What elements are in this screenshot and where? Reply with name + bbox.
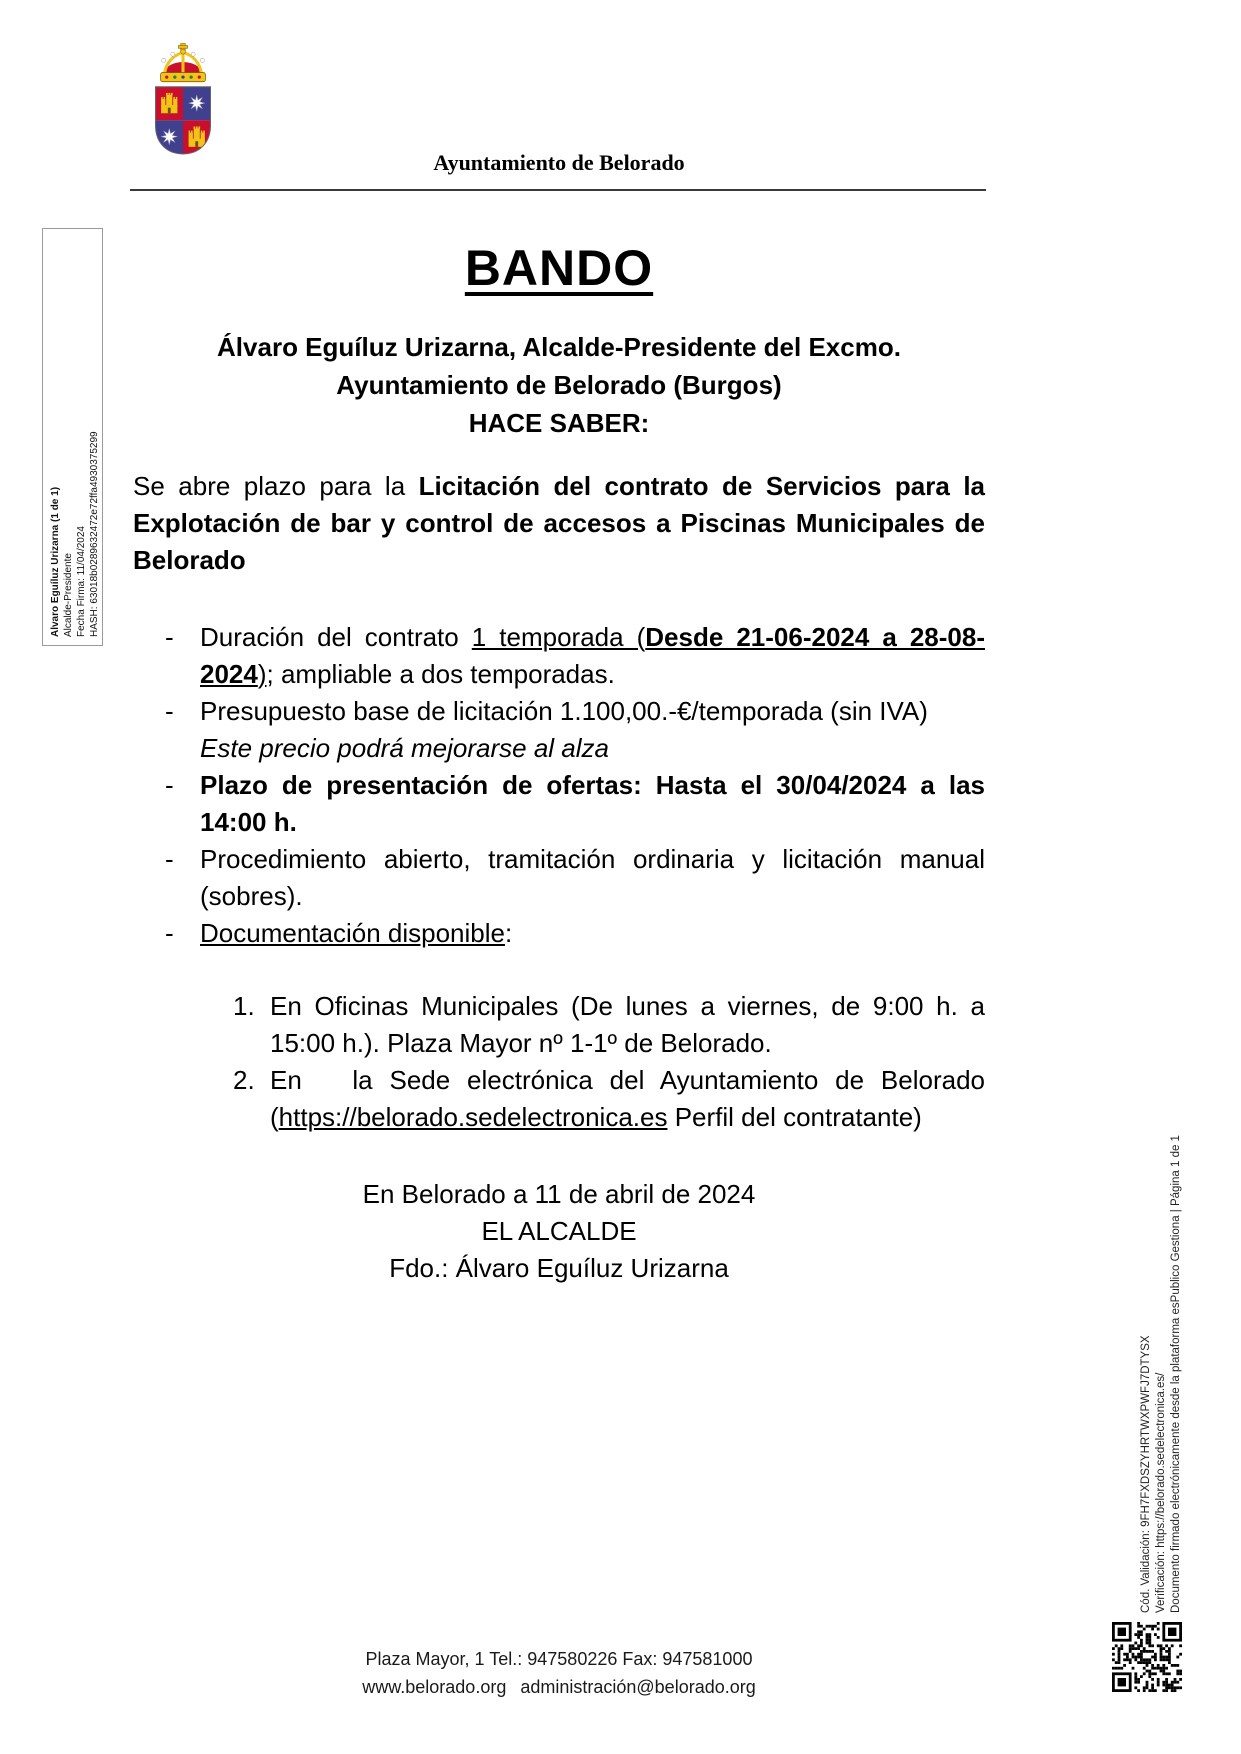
signature-hash: HASH: 63018b0289632472e72ffa4930375299 (89, 431, 100, 637)
signer-role: Alcalde-Presidente (63, 553, 74, 637)
numbered-item-sede-electronica: 2. En la Sede electrónica del Ayuntamiento de Belorado (https://belorado.sedelectronica.es Perfil del contratante) (233, 1065, 985, 1132)
list-item-duracion: - Duración del contrato 1 temporada (Desde 21-06-2024 a 28-08-2024); ampliable a dos temporadas. (165, 622, 985, 689)
list-item-presupuesto: - Presupuesto base de licitación 1.100,00.-€/temporada (sin IVA) Este precio podrá mejorarse al alza (133, 693, 985, 767)
signature-stamp-box (42, 228, 103, 646)
validation-margin-text (1139, 945, 1186, 1613)
signature-date: Fecha Firma: 11/04/2024 (76, 526, 87, 637)
subtitle-line: Ayuntamiento de Belorado (Burgos) (336, 370, 782, 400)
closing-signed: Fdo.: Álvaro Eguíluz Urizarna (389, 1253, 729, 1283)
footer-website: www.belorado.org (362, 1677, 507, 1697)
document-subtitle (133, 328, 985, 442)
verification-url: Verificación: https://belorado.sedelectronica.es/ (1155, 1372, 1167, 1613)
intro-paragraph: Se abre plazo para la Licitación del contrato de Servicios para la Explotación de bar y control de accesos a Piscinas Municipales de Belorado (133, 471, 986, 575)
qr-code-icon (1112, 1622, 1182, 1692)
list-item-documentacion: - Documentación disponible: (165, 918, 513, 948)
closing-role: EL ALCALDE (481, 1216, 637, 1246)
subtitle-line: HACE SABER: (468, 408, 650, 438)
page-header-municipality: Ayuntamiento de Belorado (433, 150, 685, 175)
document-title: BANDO (464, 240, 654, 296)
header-divider (130, 189, 986, 191)
list-item-plazo: - Plazo de presentación de ofertas: Hasta el 30/04/2024 a las 14:00 h. (165, 770, 985, 837)
signer-name: Alvaro Eguíluz Urizarna (1 de 1) (50, 486, 61, 637)
platform-note: Documento firmado electrónicamente desde la plataforma esPublico Gestiona | Página 1 de 1 (1170, 1135, 1182, 1613)
list-item-procedimiento: - Procedimiento abierto, tramitación ordinaria y licitación manual (sobres). (165, 844, 985, 911)
document-body (133, 230, 985, 1287)
municipal-coat-of-arms-icon (152, 42, 214, 156)
documentation-locations-list (133, 988, 985, 1136)
price-note: Este precio podrá mejorarse al alza (200, 733, 609, 763)
closing-block (133, 1176, 985, 1287)
subtitle-line: Álvaro Eguíluz Urizarna, Alcalde-Presidente del Excmo. (217, 332, 901, 362)
numbered-item-oficinas: 1. En Oficinas Municipales (De lunes a viernes, de 9:00 h. a 15:00 h.). Plaza Mayor nº 1-1º de Belorado. (233, 991, 985, 1058)
sede-electronica-link[interactable]: https://belorado.sedelectronica.es (278, 1102, 668, 1132)
conditions-list (133, 619, 985, 1136)
footer-email: administración@belorado.org (520, 1677, 756, 1697)
footer-address: Plaza Mayor, 1 Tel.: 947580226 Fax: 947581000 (365, 1649, 753, 1669)
validation-code: Cód. Validación: 9FH7FXDSZYHRTWXPWFJ7DTYSX (1140, 1335, 1152, 1613)
closing-place-date: En Belorado a 11 de abril de 2024 (362, 1179, 756, 1209)
page-footer (133, 1645, 985, 1701)
